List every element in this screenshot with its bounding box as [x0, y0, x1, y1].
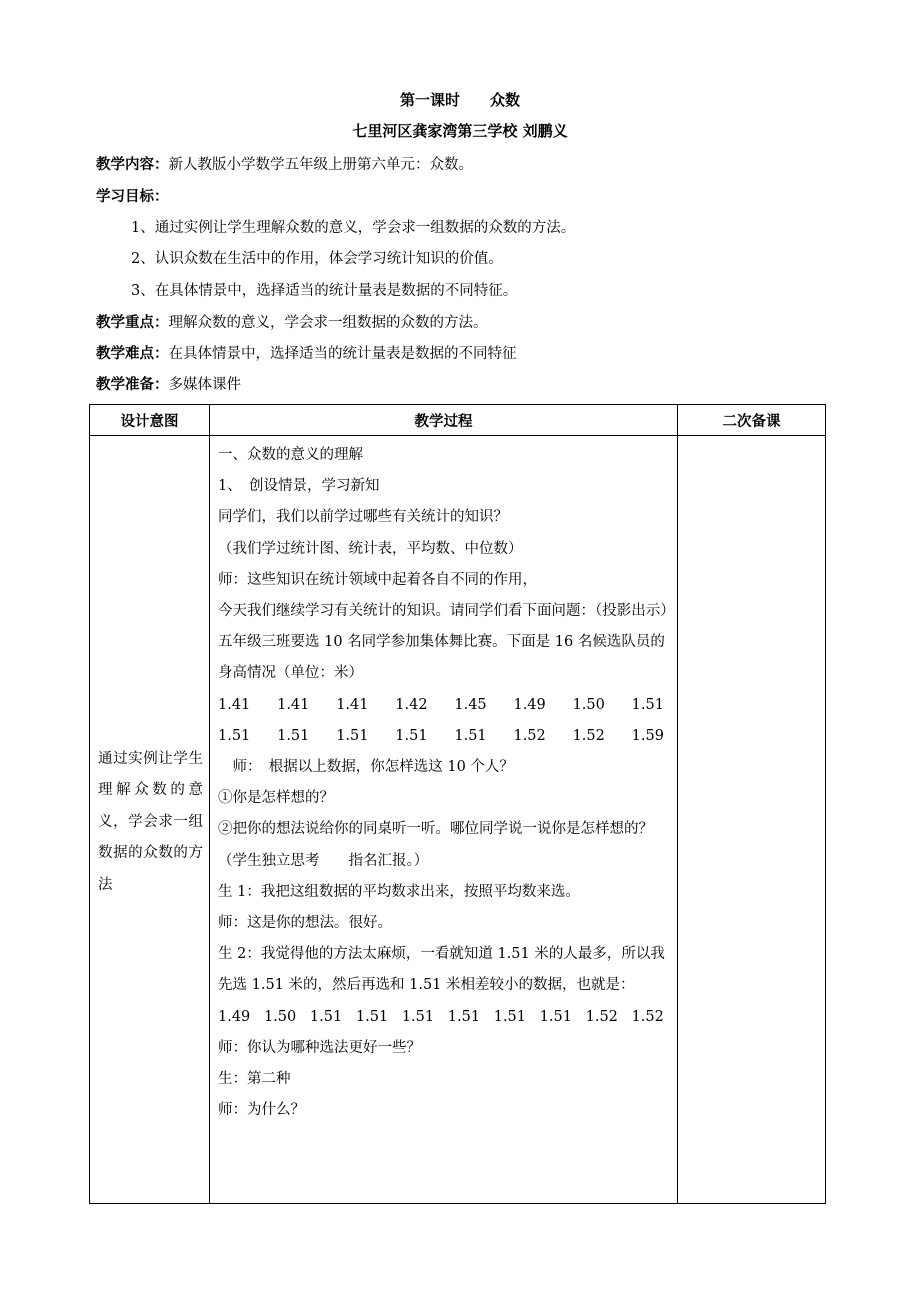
- process-line: 生 2：我觉得他的方法太麻烦，一看就知道 1.51 米的人最多，所以我先选 1.51 米的，然后再选和 1.51 米相差较小的数据，也就是：: [218, 946, 665, 994]
- height-value: 1.49: [218, 1008, 251, 1025]
- goal-item-2: 2、认识众数在生活中的作用，体会学习统计知识的价值。: [131, 251, 503, 267]
- learning-goals-label: 学习目标：: [96, 189, 169, 205]
- preparation-label: 教学准备：: [96, 377, 169, 393]
- design-intent-cell: [90, 436, 210, 1204]
- height-value: 1.51: [336, 727, 369, 744]
- height-value: 1.49: [513, 696, 546, 713]
- process-line: 师：你认为哪种选法更好一些？: [218, 1039, 421, 1056]
- height-value: 1.51: [401, 1008, 435, 1025]
- process-line: 生 1：我把这组数据的平均数求出来，按照平均数来选。: [218, 883, 580, 900]
- process-line: 生：第二种: [218, 1071, 291, 1088]
- teaching-difficulty: [96, 342, 517, 363]
- teaching-content-label: 教学内容：: [96, 157, 169, 173]
- height-value: 1.51: [218, 727, 251, 744]
- height-value: 1.59: [631, 727, 664, 744]
- process-line: 师：这些知识在统计领域中起着各自不同的作用，: [218, 571, 537, 588]
- height-value: 1.52: [585, 1008, 618, 1025]
- height-value: 1.51: [355, 1008, 389, 1025]
- height-value: 1.41: [336, 696, 369, 713]
- height-value: 1.51: [454, 727, 487, 744]
- process-line: ②把你的想法说给你的同桌听一听。哪位同学说一说你是怎样想的？（学生独立思考 指名汇报。）: [218, 821, 653, 869]
- height-value: 1.41: [277, 696, 310, 713]
- key-point-label: 教学重点：: [96, 315, 169, 331]
- teaching-key-point: [96, 311, 488, 332]
- height-value: 1.50: [572, 696, 605, 713]
- header-design-intent: 设计意图: [90, 405, 210, 436]
- process-line: （我们学过统计图、统计表，平均数、中位数）: [218, 540, 523, 557]
- header-second-prep: 二次备课: [678, 405, 826, 436]
- header-teaching-process: 教学过程: [210, 405, 678, 436]
- height-value: 1.51: [277, 727, 310, 744]
- lesson-title: 第一课时 众数: [399, 91, 520, 109]
- process-line: 1、 创设情景，学习新知: [218, 478, 380, 495]
- teaching-preparation: [96, 373, 241, 394]
- height-value: 1.51: [631, 696, 664, 713]
- preparation-value: 多媒体课件: [168, 377, 241, 393]
- height-value: 1.42: [395, 696, 428, 713]
- height-value: 1.51: [395, 727, 428, 744]
- difficulty-value: 在具体情景中，选择适当的统计量表是数据的不同特征: [168, 346, 517, 362]
- table-header-row: [90, 405, 826, 436]
- height-value: 1.45: [454, 696, 487, 713]
- learning-goals-heading: [96, 185, 169, 206]
- height-value: 1.52: [631, 1008, 664, 1025]
- height-value: 1.52: [572, 727, 605, 744]
- process-line: 五年级三班要选 10 名同学参加集体舞比赛。下面是 16 名候选队员的身高情况（单位：米）: [218, 634, 665, 682]
- height-value: 1.50: [263, 1008, 297, 1025]
- design-intent-text: 通过实例让学生理解众数的意义，学会求一组数据的众数的方法: [98, 750, 203, 893]
- lesson-table: [89, 404, 826, 1204]
- process-line: 同学们，我们以前学过哪些有关统计的知识？: [218, 509, 508, 526]
- process-line: 师： 根据以上数据，你怎样选这 10 个人？: [218, 759, 514, 776]
- process-line: 今天我们继续学习有关统计的知识。请同学们看下面问题：（投影出示）: [218, 603, 675, 620]
- height-data-row-1: [218, 690, 664, 721]
- school-author: 七里河区龚家湾第三学校 刘鹏义: [352, 122, 568, 140]
- teaching-content-value: 新人教版小学数学五年级上册第六单元：众数。: [168, 157, 473, 173]
- height-value: 1.51: [539, 1008, 572, 1025]
- goal-item-1: 1、通过实例让学生理解众数的意义，学会求一组数据的众数的方法。: [131, 220, 576, 236]
- process-line: 师：为什么？: [218, 1102, 305, 1119]
- process-line: ①你是怎样想的？: [218, 790, 334, 807]
- height-value: 1.52: [513, 727, 546, 744]
- process-line: 一、众数的意义的理解: [218, 447, 363, 463]
- second-prep-cell: [678, 436, 826, 1204]
- table-row: [90, 436, 826, 1204]
- teaching-content: [96, 153, 473, 174]
- height-value: 1.41: [218, 696, 251, 713]
- process-line: 师：这是你的想法。很好。: [218, 915, 392, 932]
- teaching-process-cell: [210, 436, 678, 1204]
- height-value: 1.51: [493, 1008, 527, 1025]
- difficulty-label: 教学难点：: [96, 346, 169, 362]
- height-value: 1.51: [447, 1008, 481, 1025]
- goal-item-3: 3、在具体情景中，选择适当的统计量表是数据的不同特征。: [131, 283, 518, 299]
- key-point-value: 理解众数的意义，学会求一组数据的众数的方法。: [168, 315, 488, 331]
- height-data-row-2: [218, 721, 664, 752]
- selected-data-row: [218, 1002, 664, 1033]
- height-value: 1.51: [309, 1008, 343, 1025]
